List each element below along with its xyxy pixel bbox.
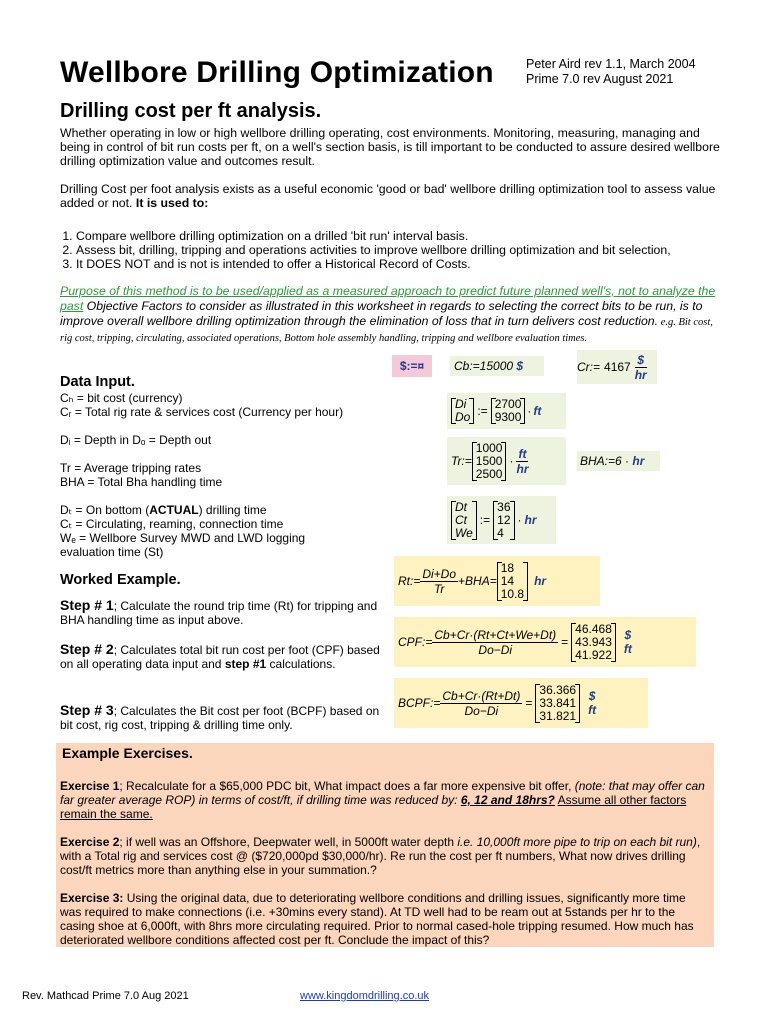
definition-bha: BHA = Total Bha handling time [60,475,223,489]
step-1: Step # 1; Calculate the round trip time (Rt) for tripping and BHA handling time as input above. [60,597,378,627]
bha-definition: BHA:=6 · hr [577,451,660,471]
intro-paragraph-2: Drilling Cost per foot analysis exists as a useful economic 'good or bad' wellbore drilling optimization tool to assess value added or not. It is used to: [60,182,716,210]
step-3: Step # 3; Calculates the Bit cost per foot (BCPF) based on bit cost, rig cost, tripping & drilling time only. [60,702,380,732]
usage-list [46,229,756,271]
revision-line-1: Peter Aird rev 1.1, March 2004 [526,57,696,71]
cb-definition: Cb:=15000 $ [450,356,544,376]
list-item: 1. Compare wellbore drilling optimization on a drilled 'bit run' interval basis. [76,229,756,243]
purpose-paragraph: Purpose of this method is to be used/applied as a measured approach to predict future planned well's, not to analyze the past Objective Factors to consider as illustrated in this worksheet in regards to selecting the correct bits to be run, is to improve overall wellbore drilling optimization through the elimination of loss that in turn delivers cost reduction. e.g. Bit cost, rig cost, tripping, circulating, associated operations, Bottom hole assembly handling, tripping and wellbore evaluation times. [60,284,716,344]
definition-we: Wₑ = Wellbore Survey MWD and LWD logging [60,531,306,545]
definition-ct: Cₜ = Circulating, reaming, connection time [60,517,284,531]
page-title: Wellbore Drilling Optimization [60,56,494,89]
intro-paragraph-1: Whether operating in low or high wellbore drilling operating, cost environments. Monitoring, measuring, managing and being in control of bit run costs per ft, on a well's section basis, is till important to be conducted to assure desired wellbore drilling optimization value and outcomes result. [60,126,720,168]
definition-tr: Tr = Average tripping rates [60,461,202,475]
footer-revision: Rev. Mathcad Prime 7.0 Aug 2021 [22,990,189,1002]
purpose-highlight: Purpose of this method is to be used/applied as a measured approach to predict future planned well's, not to analyze the past [60,284,716,313]
cr-definition: Cr:= 4167 $\frac{\$}{hr}$ [577,350,657,384]
time-definitions: Dt Ct We := 36 12 4 · hr [447,496,556,544]
depth-definition: Di Do := 2700 9300 · ft [447,393,566,429]
dollar-unit-definition: $:=¤ [392,355,432,377]
footer-website-link[interactable]: www.kingdomdrilling.co.uk [300,990,429,1002]
data-input-heading: Data Input. [60,374,135,390]
cpf-calculation: CPF:= $\frac{Cb+Cr\cdot(Rt+Ct+We+Dt)}{Do-Di}$ = 46.468 43.943 41.922 $ ft [394,617,696,667]
bcpf-calculation: BCPF:= $\frac{Cb+Cr\cdot(Rt+Dt)}{Do-Di}$ = 36.366 33.841 31.821 $ ft [394,678,648,728]
definition-dt: Dₜ = On bottom (ACTUAL) drilling time [60,503,267,517]
exercises-heading: Example Exercises. [62,745,193,761]
list-item: 2. Assess bit, drilling, tripping and operations activities to improve wellbore drilling optimization and bit selection, [76,243,756,257]
exercise-2: Exercise 2; if well was an Offshore, Deepwater well, in 5000ft water depth i.e. 10,000ft more pipe to trip on each bit run), with a Total rig and services cost @ ($720,000pd $30,000/hr). Re run the cost per ft numbers, What now drives drilling cost/ft metrics more than anything else in your summation.? [60,835,701,877]
revision-line-2: Prime 7.0 rev August 2021 [526,72,674,86]
definition-cb: Cₕ = bit cost (currency) [60,391,183,405]
tripping-rate-definition: Tr:= 1000 1500 2500 · $\frac{ft}{hr}$ [447,437,566,485]
definition-depth: Dᵢ = Depth in Dₒ = Depth out [60,433,212,447]
step-2: Step # 2; Calculates total bit run cost per foot (CPF) based on all operating data input and step #1 calculations. [60,641,380,671]
subtitle: Drilling cost per ft analysis. [60,100,322,122]
definition-cr: Cᵣ = Total rig rate & services cost (Currency per hour) [60,405,344,419]
definition-we-2: evaluation time (St) [60,545,164,559]
round-trip-calculation: Rt:= $\frac{Di+Do}{Tr}$ +BHA= 18 14 10.8 hr [394,556,600,606]
list-item: 3. It DOES NOT and is not is intended to offer a Historical Record of Costs. [76,257,756,271]
worked-example-heading: Worked Example. [60,572,181,588]
exercise-1: Exercise 1; Recalculate for a $65,000 PDC bit, What impact does a far more expensive bit offer, (note: that may offer can far greater average ROP) in terms of cost/ft, if drilling time was reduced by: 6, 12 and 18hrs? Assume all other factors remain the same. [60,779,705,821]
exercise-3: Exercise 3: Using the original data, due to deteriorating wellbore conditions and drilling issues, significantly more time was required to make connections (i.e. +30mins every stand). At TD well had to be ream out at 5stands per hr to the casing shoe at 6,000ft, with 8hrs more circulating required. Prior to normal cased-hole tripping resumed. How much has deteriorated wellbore conditions affected cost per ft. Conclude the impact of this? [60,891,694,947]
